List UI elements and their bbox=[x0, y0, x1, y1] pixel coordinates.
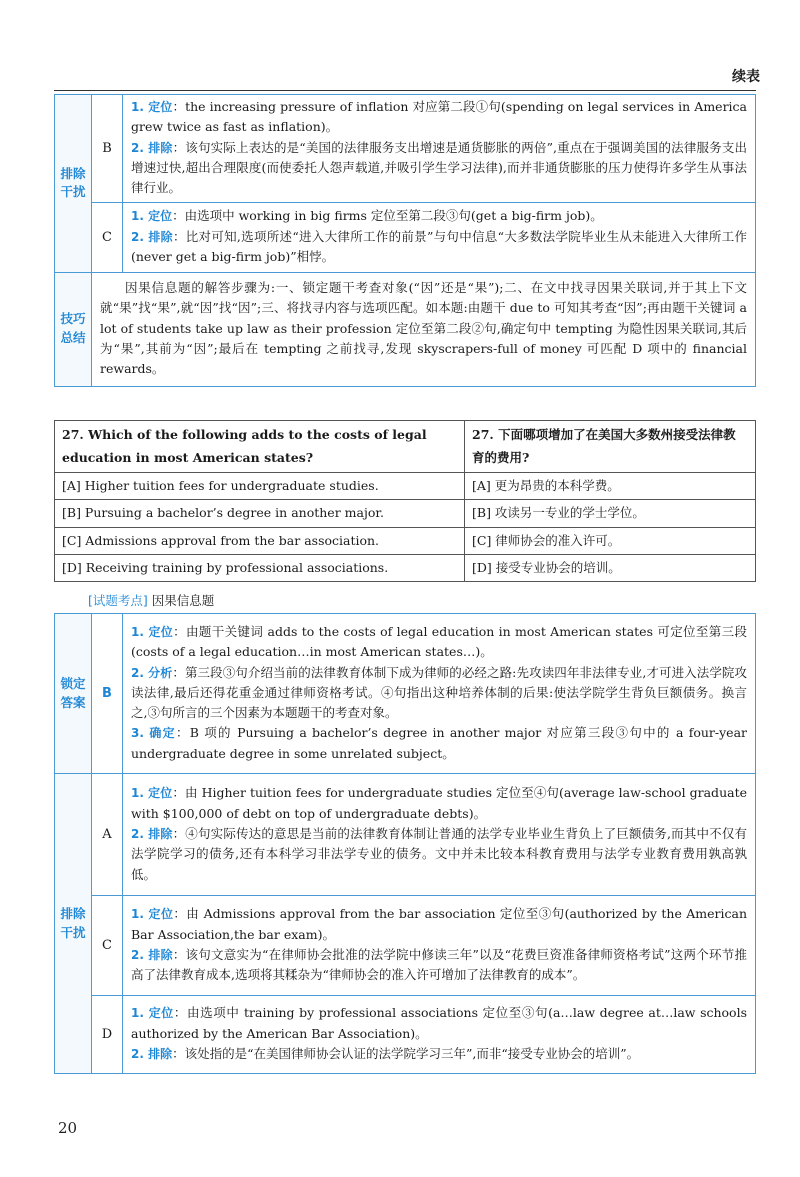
answer-option: B bbox=[92, 614, 123, 774]
tips-summary: 因果信息题的解答步骤为:一、锁定题干考查对象(“因”还是“果”);二、在文中找寻因果关联词,并于其上下文就“果”找“果”,就“因”找“因”;三、将找寻内容与选项匹配。如本题:由题干 due to 可知其考查“因”;再由题干关键词 a lot of students take up law as their profession 定位至第二段②句,确定句中 tempting 为隐性因果关联词,其后为“果”,其前为“因”;最后在 tempting 之前找寻,发现 skyscrapers-full of money 可匹配 D 项中的 financial rewards。 bbox=[92, 272, 756, 386]
option-b-en: [B] Pursuing a bachelor’s degree in another major. bbox=[55, 500, 465, 527]
analysis-c-top: 1. 定位：由选项中 working in big firms 定位至第二段③句(get a big-firm job)。 2. 排除：比对可知,选项所述“进入大律所工作的前景”与句中信息“大多数法学院毕业生从未能进入大律所工作(never get a big-firm job)”相悖。 bbox=[123, 202, 756, 272]
label-tips: 技巧总结 bbox=[55, 272, 92, 386]
topic-text: 因果信息题 bbox=[151, 593, 215, 608]
question-stem-zh: 27. 下面哪项增加了在美国大多数州接受法律教育的费用? bbox=[465, 421, 756, 473]
analysis-table-bottom bbox=[54, 613, 756, 1074]
label-distractors-bottom: 排除干扰 bbox=[55, 774, 92, 1074]
option-d-en: [D] Receiving training by professional associations. bbox=[55, 554, 465, 581]
question-topic bbox=[88, 591, 214, 611]
option-a-en: [A] Higher tuition fees for undergraduate studies. bbox=[55, 473, 465, 500]
header-rule bbox=[54, 90, 756, 91]
option-d-bottom: D bbox=[92, 996, 123, 1074]
option-c-top: C bbox=[92, 202, 123, 272]
option-c-bottom: C bbox=[92, 896, 123, 996]
page-number: 20 bbox=[58, 1119, 78, 1137]
continued-label: 续表 bbox=[732, 69, 760, 85]
analysis-table-top bbox=[54, 94, 756, 387]
option-b-zh: [B] 攻读另一专业的学士学位。 bbox=[465, 500, 756, 527]
analysis-a-bottom: 1. 定位：由 Higher tuition fees for undergraduate studies 定位至④句(average law-school graduate with $100,000 of debt on top of undergraduate debts)。 2. 排除：④句实际传达的意思是当前的法律教育体制让普通的法学专业毕业生背负上了巨额债务,而其中不仅有法学院学习的债务,还有本科学习非法学专业的债务。文中并未比较本科教育费用与法学专业教育费用孰高孰低。 bbox=[123, 774, 756, 896]
option-c-en: [C] Admissions approval from the bar association. bbox=[55, 527, 465, 554]
option-a-bottom: A bbox=[92, 774, 123, 896]
topic-tag: [试题考点] bbox=[88, 593, 148, 608]
option-a-zh: [A] 更为昂贵的本科学费。 bbox=[465, 473, 756, 500]
answer-analysis: 1. 定位：由题干关键词 adds to the costs of legal education in most American states 可定位至第三段(costs of a legal education…in most American states…)。 2. 分析：第三段③句介绍当前的法律教育体制下成为律师的必经之路:先攻读四年非法律专业,才可进入法学院攻读法律,最后还得花重金通过律师资格考试。④句指出这种培养体制的后果:使法学院学生背负巨额债务。换言之,③句所言的三个因素为本题题干的考查对象。 3. 确定：B 项的 Pursuing a bachelor’s degree in another major 对应第三段③句中的 a four-year undergraduate degree in some unrelated subject。 bbox=[123, 614, 756, 774]
option-c-zh: [C] 律师协会的准入许可。 bbox=[465, 527, 756, 554]
option-d-zh: [D] 接受专业协会的培训。 bbox=[465, 554, 756, 581]
question-table bbox=[54, 420, 756, 582]
question-stem-en: 27. Which of the following adds to the costs of legal education in most American states? bbox=[55, 421, 465, 473]
option-b-top: B bbox=[92, 95, 123, 203]
label-answer: 锁定答案 bbox=[55, 614, 92, 774]
analysis-c-bottom: 1. 定位：由 Admissions approval from the bar association 定位至③句(authorized by the American Bar Association,the bar exam)。 2. 排除：该句文意实为“在律师协会批准的法学院中修读三年”以及“花费巨资准备律师资格考试”这两个环节推高了法律教育成本,选项将其糅杂为“律师协会的准入许可增加了法律教育的成本”。 bbox=[123, 896, 756, 996]
analysis-b-top: 1. 定位：the increasing pressure of inflation 对应第二段①句(spending on legal services in America grew twice as fast as inflation)。 2. 排除：该句实际上表达的是“美国的法律服务支出增速是通货膨胀的两倍”,重点在于强调美国的法律服务支出增速过快,超出合理限度(而使委托人怨声载道,并吸引学生学习法律),而并非通货膨胀的压力使得许多学生从事法律行业。 bbox=[123, 95, 756, 203]
label-distractors-top: 排除干扰 bbox=[55, 95, 92, 273]
analysis-d-bottom: 1. 定位：由选项中 training by professional associations 定位至③句(a…law degree at…law schools authorized by the American Bar Association)。 2. 排除：该处指的是“在美国律师协会认证的法学院学习三年”,而非“接受专业协会的培训”。 bbox=[123, 996, 756, 1074]
